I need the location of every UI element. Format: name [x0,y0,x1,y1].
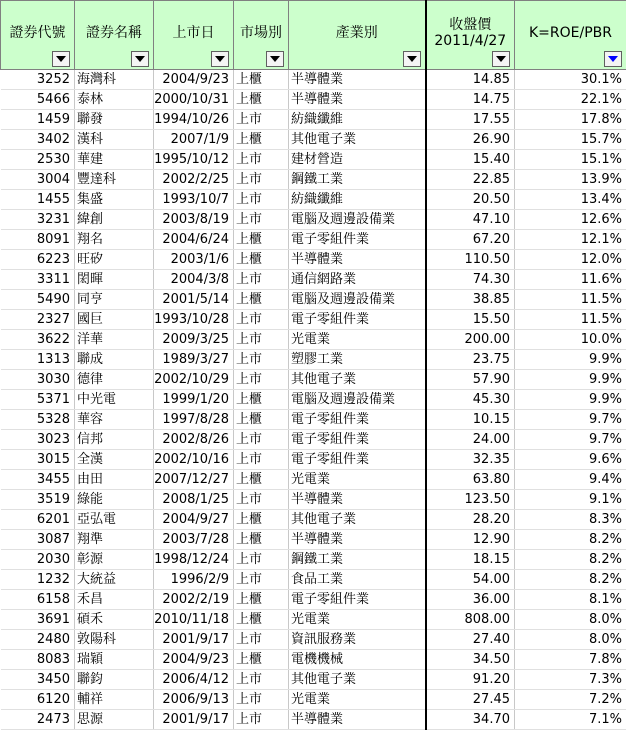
cell-date[interactable]: 2007/12/27 [154,470,234,490]
cell-name[interactable]: 泰林 [75,90,154,110]
cell-industry[interactable]: 電機機械 [289,650,426,670]
cell-market[interactable]: 上櫃 [234,610,289,630]
filter-date-button[interactable] [211,51,229,67]
cell-price[interactable]: 10.15 [426,410,515,430]
cell-market[interactable]: 上市 [234,490,289,510]
header-market-label: 市場別 [234,25,288,41]
cell-name[interactable]: 國巨 [75,310,154,330]
cell-code[interactable]: 8091 [1,230,75,250]
cell-industry[interactable]: 紡織纖維 [289,110,426,130]
header-price-line2: 2011/4/27 [434,33,506,49]
cell-name[interactable]: 華容 [75,410,154,430]
cell-market[interactable]: 上櫃 [234,290,289,310]
cell-industry[interactable]: 其他電子業 [289,670,426,690]
cell-k[interactable]: 7.2% [515,690,626,710]
table-row [1,630,626,650]
cell-price[interactable]: 200.00 [426,330,515,350]
cell-date[interactable]: 2001/5/14 [154,290,234,310]
cell-date[interactable]: 2002/10/16 [154,450,234,470]
header-code-label: 證券代號 [1,25,74,41]
table-row [1,450,626,470]
table-row [1,430,626,450]
cell-industry[interactable]: 通信網路業 [289,270,426,290]
cell-code[interactable]: 3455 [1,470,75,490]
cell-name[interactable]: 亞弘電 [75,510,154,530]
header-name-label: 證券名稱 [75,25,153,41]
cell-k[interactable]: 8.0% [515,610,626,630]
cell-industry[interactable]: 半導體業 [289,530,426,550]
table-row [1,530,626,550]
cell-k[interactable]: 7.1% [515,710,626,730]
cell-industry[interactable]: 其他電子業 [289,370,426,390]
cell-date[interactable]: 1993/10/7 [154,190,234,210]
cell-date[interactable]: 2004/9/23 [154,70,234,90]
cell-k[interactable]: 7.8% [515,650,626,670]
header-name [75,1,154,70]
cell-name[interactable]: 彰源 [75,550,154,570]
header-date-label: 上市日 [154,25,233,41]
cell-date[interactable]: 2003/7/28 [154,530,234,550]
cell-market[interactable]: 上櫃 [234,230,289,250]
header-k [515,1,626,70]
cell-price[interactable]: 110.50 [426,250,515,270]
filter-industry-button[interactable] [403,51,421,67]
table-row [1,210,626,230]
table-row [1,70,626,90]
cell-market[interactable]: 上市 [234,110,289,130]
cell-industry[interactable]: 電子零組件業 [289,230,426,250]
cell-date[interactable]: 1994/10/26 [154,110,234,130]
cell-name[interactable]: 思源 [75,710,154,730]
cell-date[interactable]: 1997/8/28 [154,410,234,430]
cell-price[interactable]: 123.50 [426,490,515,510]
cell-market[interactable]: 上櫃 [234,650,289,670]
header-code [1,1,75,70]
header-row [1,1,626,70]
filter-k-button[interactable] [604,51,622,67]
cell-date[interactable]: 1989/3/27 [154,350,234,370]
table-row [1,90,626,110]
cell-price[interactable]: 26.90 [426,130,515,150]
cell-code[interactable]: 1313 [1,350,75,370]
cell-market[interactable]: 上櫃 [234,250,289,270]
cell-price[interactable]: 18.15 [426,550,515,570]
cell-price[interactable]: 15.50 [426,310,515,330]
table-row [1,310,626,330]
cell-date[interactable]: 2006/4/12 [154,670,234,690]
cell-industry[interactable]: 電子零組件業 [289,430,426,450]
cell-code[interactable]: 3311 [1,270,75,290]
cell-name[interactable]: 翔準 [75,530,154,550]
cell-code[interactable]: 3087 [1,530,75,550]
cell-name[interactable]: 豐達科 [75,170,154,190]
cell-name[interactable]: 瑞穎 [75,650,154,670]
cell-price[interactable]: 91.20 [426,670,515,690]
cell-industry[interactable]: 光電業 [289,470,426,490]
dropdown-arrow-icon [215,56,225,62]
cell-code[interactable]: 1455 [1,190,75,210]
cell-market[interactable]: 上市 [234,450,289,470]
header-price-label [427,17,515,49]
table-row [1,330,626,350]
cell-name[interactable]: 華建 [75,150,154,170]
cell-price[interactable]: 47.10 [426,210,515,230]
cell-date[interactable]: 2002/2/19 [154,590,234,610]
cell-k[interactable]: 17.8% [515,110,626,130]
table-row [1,370,626,390]
dropdown-arrow-icon [407,56,417,62]
cell-industry[interactable]: 鋼鐵工業 [289,170,426,190]
cell-code[interactable]: 3023 [1,430,75,450]
cell-industry[interactable]: 光電業 [289,330,426,350]
cell-date[interactable]: 2003/8/19 [154,210,234,230]
cell-code[interactable]: 6201 [1,510,75,530]
cell-date[interactable]: 2001/9/17 [154,630,234,650]
table-row [1,410,626,430]
cell-price[interactable]: 67.20 [426,230,515,250]
dropdown-arrow-icon [56,56,66,62]
cell-name[interactable]: 中光電 [75,390,154,410]
cell-code[interactable]: 6120 [1,690,75,710]
cell-industry[interactable]: 半導體業 [289,70,426,90]
cell-market[interactable]: 上市 [234,550,289,570]
cell-code[interactable]: 3004 [1,170,75,190]
cell-date[interactable]: 2000/10/31 [154,90,234,110]
cell-industry[interactable]: 塑膠工業 [289,350,426,370]
cell-k[interactable]: 9.9% [515,350,626,370]
dropdown-arrow-icon [496,56,506,62]
cell-market[interactable]: 上櫃 [234,470,289,490]
cell-k[interactable]: 8.2% [515,550,626,570]
header-price-line1: 收盤價 [449,17,491,33]
cell-code[interactable]: 6158 [1,590,75,610]
table-row [1,490,626,510]
table-row [1,690,626,710]
table-row [1,130,626,150]
cell-price[interactable]: 57.90 [426,370,515,390]
table-row [1,270,626,290]
cell-date[interactable]: 1996/2/9 [154,570,234,590]
cell-market[interactable]: 上櫃 [234,510,289,530]
cell-code[interactable]: 5371 [1,390,75,410]
cell-code[interactable]: 2480 [1,630,75,650]
cell-k[interactable]: 12.0% [515,250,626,270]
cell-price[interactable]: 15.40 [426,150,515,170]
table-row [1,290,626,310]
cell-k[interactable]: 7.3% [515,670,626,690]
table-row [1,510,626,530]
cell-k[interactable]: 8.3% [515,510,626,530]
cell-name[interactable]: 碩禾 [75,610,154,630]
cell-k[interactable]: 9.9% [515,390,626,410]
cell-price[interactable]: 27.40 [426,630,515,650]
cell-industry[interactable]: 半導體業 [289,710,426,730]
filter-name-button[interactable] [131,51,149,67]
cell-market[interactable]: 上市 [234,270,289,290]
cell-k[interactable]: 8.1% [515,590,626,610]
filter-code-button[interactable] [52,51,70,67]
cell-price[interactable]: 28.20 [426,510,515,530]
cell-k[interactable]: 8.0% [515,630,626,650]
filter-price-button[interactable] [492,51,510,67]
cell-industry[interactable]: 光電業 [289,610,426,630]
cell-price[interactable]: 12.90 [426,530,515,550]
header-industry [289,1,426,70]
cell-name[interactable]: 洋華 [75,330,154,350]
cell-name[interactable]: 同亨 [75,290,154,310]
cell-date[interactable]: 1993/10/28 [154,310,234,330]
cell-industry[interactable]: 其他電子業 [289,130,426,150]
cell-name[interactable]: 綠能 [75,490,154,510]
cell-k[interactable]: 15.7% [515,130,626,150]
cell-date[interactable]: 2010/11/18 [154,610,234,630]
cell-date[interactable]: 2001/9/17 [154,710,234,730]
cell-code[interactable]: 8083 [1,650,75,670]
cell-name[interactable]: 旺矽 [75,250,154,270]
cell-price[interactable]: 74.30 [426,270,515,290]
cell-market[interactable]: 上櫃 [234,410,289,430]
cell-industry[interactable]: 半導體業 [289,90,426,110]
cell-k[interactable]: 11.5% [515,290,626,310]
cell-price[interactable]: 34.70 [426,710,515,730]
table-row [1,550,626,570]
cell-industry[interactable]: 食品工業 [289,570,426,590]
cell-date[interactable]: 2006/9/13 [154,690,234,710]
cell-k[interactable]: 9.6% [515,450,626,470]
dropdown-arrow-icon [135,56,145,62]
cell-date[interactable]: 2003/1/6 [154,250,234,270]
cell-price[interactable]: 24.00 [426,430,515,450]
cell-date[interactable]: 2008/1/25 [154,490,234,510]
table-row [1,470,626,490]
cell-date[interactable]: 2004/3/8 [154,270,234,290]
cell-price[interactable]: 17.55 [426,110,515,130]
cell-k[interactable]: 12.1% [515,230,626,250]
cell-date[interactable]: 2002/2/25 [154,170,234,190]
cell-code[interactable]: 1459 [1,110,75,130]
cell-industry[interactable]: 電腦及週邊設備業 [289,210,426,230]
cell-date[interactable]: 1999/1/20 [154,390,234,410]
cell-price[interactable]: 54.00 [426,570,515,590]
table-row [1,170,626,190]
cell-name[interactable]: 聯鈞 [75,670,154,690]
cell-price[interactable]: 32.35 [426,450,515,470]
table-row [1,150,626,170]
cell-k[interactable]: 10.0% [515,330,626,350]
cell-k[interactable]: 30.1% [515,70,626,90]
table-body [1,70,626,730]
cell-code[interactable]: 2327 [1,310,75,330]
cell-industry[interactable]: 電子零組件業 [289,590,426,610]
cell-k[interactable]: 8.2% [515,570,626,590]
cell-market[interactable]: 上市 [234,710,289,730]
cell-market[interactable]: 上櫃 [234,530,289,550]
cell-name[interactable]: 翔名 [75,230,154,250]
cell-date[interactable]: 2007/1/9 [154,130,234,150]
table-row [1,710,626,730]
cell-industry[interactable]: 光電業 [289,690,426,710]
cell-industry[interactable]: 電子零組件業 [289,410,426,430]
cell-code[interactable]: 3015 [1,450,75,470]
cell-name[interactable]: 閎暉 [75,270,154,290]
cell-industry[interactable]: 鋼鐵工業 [289,550,426,570]
cell-code[interactable]: 2030 [1,550,75,570]
cell-market[interactable]: 上市 [234,190,289,210]
cell-name[interactable]: 禾昌 [75,590,154,610]
filter-market-button[interactable] [266,51,284,67]
cell-date[interactable]: 2004/6/24 [154,230,234,250]
cell-code[interactable]: 3030 [1,370,75,390]
table-row [1,110,626,130]
sort-descending-icon [608,56,618,62]
cell-price[interactable]: 20.50 [426,190,515,210]
cell-market[interactable]: 上市 [234,150,289,170]
cell-name[interactable]: 輔祥 [75,690,154,710]
cell-name[interactable]: 聯發 [75,110,154,130]
table-row [1,570,626,590]
cell-k[interactable]: 15.1% [515,150,626,170]
cell-k[interactable]: 13.4% [515,190,626,210]
cell-price[interactable]: 63.80 [426,470,515,490]
cell-code[interactable]: 6223 [1,250,75,270]
header-date [154,1,234,70]
cell-market[interactable]: 上市 [234,370,289,390]
cell-k[interactable]: 11.5% [515,310,626,330]
cell-date[interactable]: 1995/10/12 [154,150,234,170]
cell-industry[interactable]: 電子零組件業 [289,450,426,470]
cell-code[interactable]: 3402 [1,130,75,150]
cell-code[interactable]: 3519 [1,490,75,510]
dropdown-arrow-icon [270,56,280,62]
table-row [1,390,626,410]
cell-market[interactable]: 上櫃 [234,590,289,610]
cell-name[interactable]: 德律 [75,370,154,390]
cell-k[interactable]: 9.1% [515,490,626,510]
cell-price[interactable]: 14.85 [426,70,515,90]
cell-k[interactable]: 9.7% [515,430,626,450]
cell-market[interactable]: 上櫃 [234,390,289,410]
cell-code[interactable]: 3450 [1,670,75,690]
cell-k[interactable]: 12.6% [515,210,626,230]
cell-name[interactable]: 聯成 [75,350,154,370]
table-row [1,230,626,250]
cell-price[interactable]: 808.00 [426,610,515,630]
cell-code[interactable]: 1232 [1,570,75,590]
cell-market[interactable]: 上市 [234,630,289,650]
cell-k[interactable]: 9.7% [515,410,626,430]
cell-code[interactable]: 3691 [1,610,75,630]
table-row [1,250,626,270]
header-k-label: K=ROE/PBR [515,25,626,41]
cell-date[interactable]: 2002/10/29 [154,370,234,390]
cell-k[interactable]: 13.9% [515,170,626,190]
cell-industry[interactable]: 電腦及週邊設備業 [289,390,426,410]
cell-market[interactable]: 上市 [234,310,289,330]
cell-date[interactable]: 2004/9/27 [154,510,234,530]
cell-price[interactable]: 22.85 [426,170,515,190]
cell-market[interactable]: 上市 [234,210,289,230]
header-price [426,1,515,70]
cell-code[interactable]: 5490 [1,290,75,310]
cell-date[interactable]: 2004/9/23 [154,650,234,670]
cell-name[interactable]: 緯創 [75,210,154,230]
cell-k[interactable]: 9.9% [515,370,626,390]
cell-price[interactable]: 36.00 [426,590,515,610]
cell-code[interactable]: 5466 [1,90,75,110]
cell-price[interactable]: 23.75 [426,350,515,370]
cell-name[interactable]: 敦陽科 [75,630,154,650]
cell-market[interactable]: 上市 [234,690,289,710]
cell-code[interactable]: 2473 [1,710,75,730]
cell-price[interactable]: 38.85 [426,290,515,310]
cell-market[interactable]: 上市 [234,570,289,590]
cell-market[interactable]: 上櫃 [234,70,289,90]
cell-price[interactable]: 45.30 [426,390,515,410]
cell-market[interactable]: 上櫃 [234,90,289,110]
table-row [1,190,626,210]
cell-name[interactable]: 集盛 [75,190,154,210]
cell-industry[interactable]: 紡織纖維 [289,190,426,210]
header-industry-label: 產業別 [289,25,425,41]
cell-date[interactable]: 2002/8/26 [154,430,234,450]
cell-k[interactable]: 22.1% [515,90,626,110]
cell-k[interactable]: 8.2% [515,530,626,550]
cell-market[interactable]: 上市 [234,170,289,190]
cell-k[interactable]: 9.4% [515,470,626,490]
cell-name[interactable]: 由田 [75,470,154,490]
cell-industry[interactable]: 電腦及週邊設備業 [289,290,426,310]
cell-industry[interactable]: 建材營造 [289,150,426,170]
cell-industry[interactable]: 電子零組件業 [289,310,426,330]
table-row [1,650,626,670]
table-row [1,590,626,610]
cell-industry[interactable]: 半導體業 [289,250,426,270]
cell-name[interactable]: 海灣科 [75,70,154,90]
cell-market[interactable]: 上市 [234,350,289,370]
table-row [1,670,626,690]
cell-date[interactable]: 1998/12/24 [154,550,234,570]
cell-code[interactable]: 3252 [1,70,75,90]
cell-code[interactable]: 3622 [1,330,75,350]
cell-market[interactable]: 上櫃 [234,130,289,150]
cell-code[interactable]: 2530 [1,150,75,170]
cell-industry[interactable]: 資訊服務業 [289,630,426,650]
cell-industry[interactable]: 半導體業 [289,490,426,510]
header-market [234,1,289,70]
cell-k[interactable]: 11.6% [515,270,626,290]
cell-code[interactable]: 5328 [1,410,75,430]
cell-name[interactable]: 大統益 [75,570,154,590]
cell-market[interactable]: 上市 [234,670,289,690]
cell-code[interactable]: 3231 [1,210,75,230]
cell-price[interactable]: 34.50 [426,650,515,670]
cell-market[interactable]: 上市 [234,430,289,450]
cell-price[interactable]: 14.75 [426,90,515,110]
cell-name[interactable]: 信邦 [75,430,154,450]
table-row [1,610,626,630]
table-row [1,350,626,370]
cell-name[interactable]: 漢科 [75,130,154,150]
cell-date[interactable]: 2009/3/25 [154,330,234,350]
cell-market[interactable]: 上市 [234,330,289,350]
cell-name[interactable]: 全漢 [75,450,154,470]
cell-price[interactable]: 27.45 [426,690,515,710]
cell-industry[interactable]: 其他電子業 [289,510,426,530]
